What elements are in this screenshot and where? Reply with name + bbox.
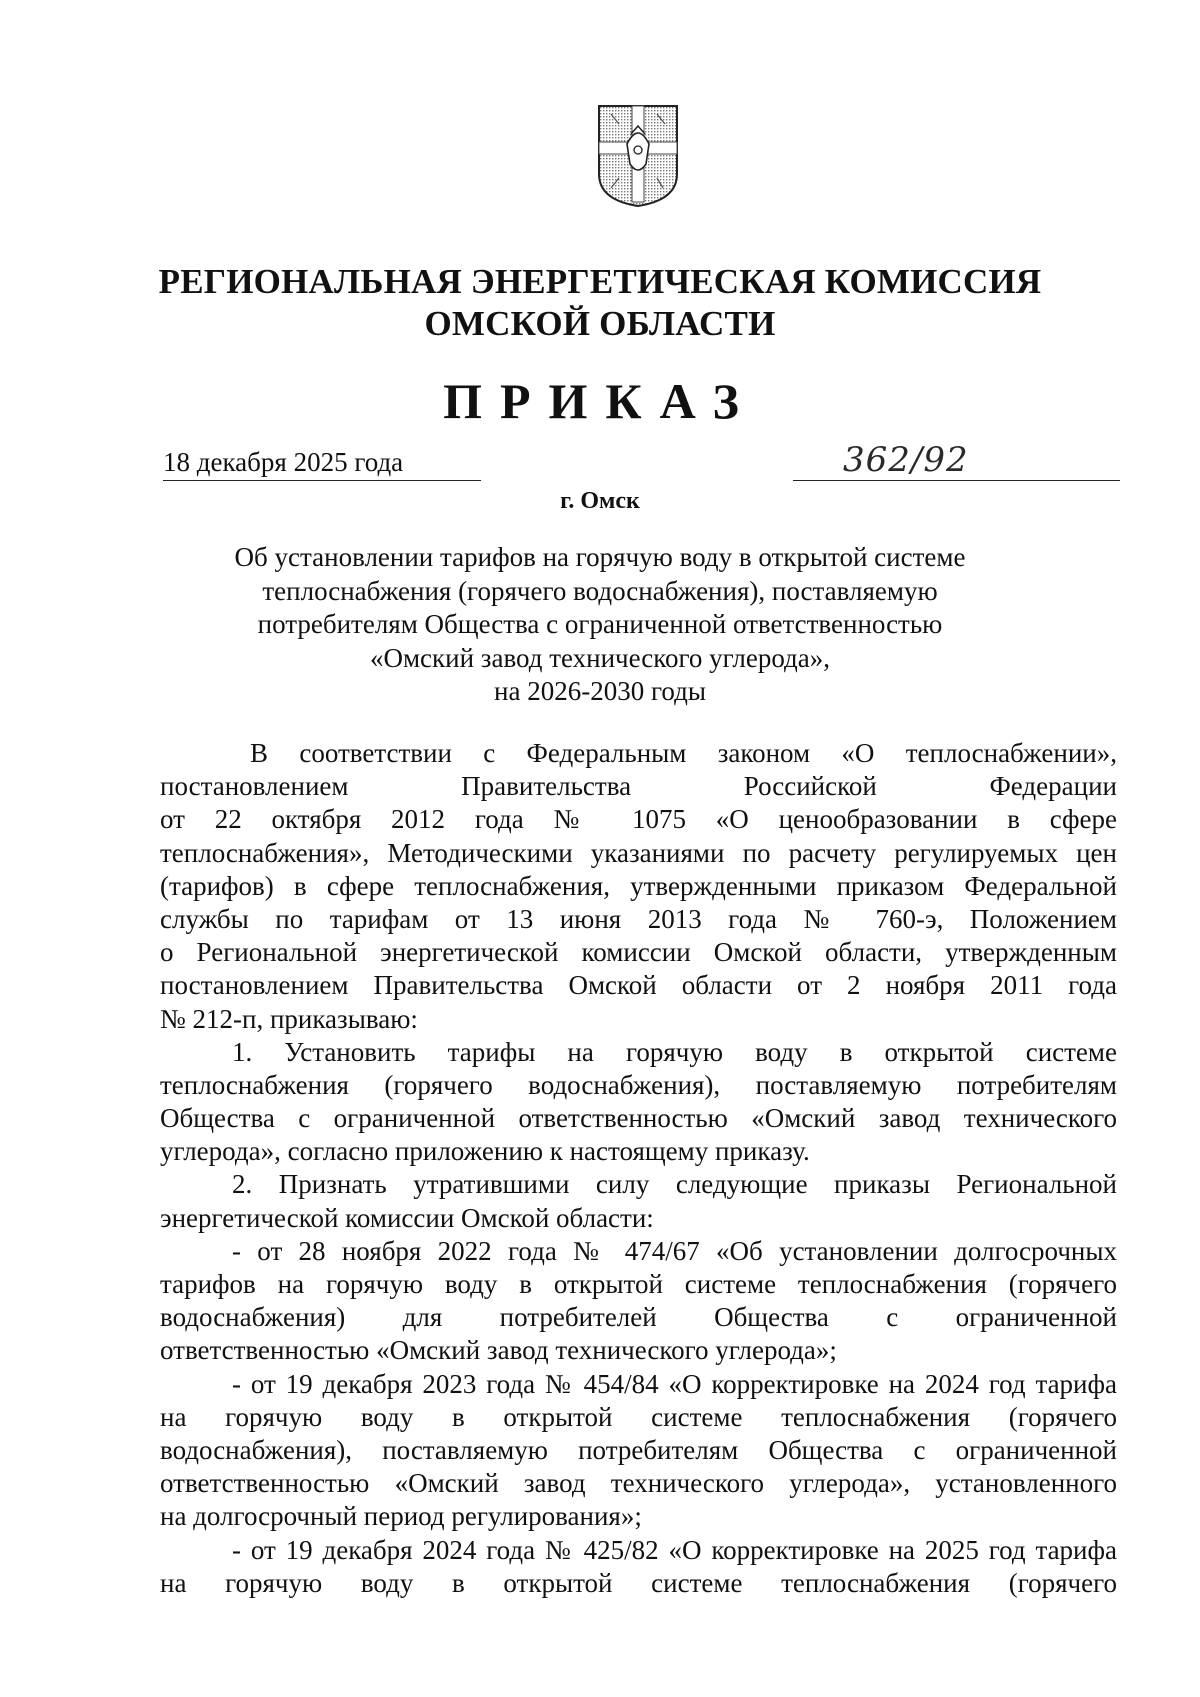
body-line: водоснабжения) для потребителей Общества с ограниченной: [160, 1302, 1117, 1333]
document-number-handwritten: 362/92: [843, 440, 969, 480]
body-line: - от 19 декабря 2024 года № 425/82 «О корректировке на 2025 год тарифа: [232, 1534, 1117, 1565]
body-line: ответственностью «Омский завод технического углерода»;: [160, 1335, 837, 1366]
body-line: на долгосрочный период регулирования»;: [160, 1501, 642, 1532]
coat-of-arms-emblem: [597, 104, 679, 208]
document-number-underline: [793, 480, 1120, 481]
body-line: № 212-п, приказываю:: [160, 1003, 418, 1034]
body-line: углерода», согласно приложению к настоящему приказу.: [160, 1136, 810, 1167]
document-date: 18 декабря 2025 года: [163, 446, 481, 481]
body-line: 2. Признать утратившими силу следующие приказы Региональной: [232, 1169, 1117, 1200]
body-line: службы по тарифам от 13 июня 2013 года № 760-э, Положением: [160, 903, 1117, 934]
body-line: теплоснабжения (горячего водоснабжения), поставляемую потребителям: [160, 1069, 1117, 1100]
document-type-title: ПРИКАЗ: [443, 373, 757, 429]
body-line: водоснабжения), поставляемую потребителям Общества с ограниченной: [160, 1434, 1117, 1465]
body-line: от 22 октября 2012 года № 1075 «О ценообразовании в сфере: [160, 804, 1117, 835]
body-line: - от 28 ноября 2022 года № 474/67 «Об установлении долгосрочных: [232, 1235, 1117, 1266]
body-line: энергетической комиссии Омской области:: [160, 1202, 654, 1233]
subject-line: на 2026-2030 годы: [494, 676, 706, 706]
body-line: тарифов на горячую воду в открытой системе теплоснабжения (горячего: [160, 1269, 1117, 1299]
body-line: постановлением Правительства Омской области от 2 ноября 2011 года: [160, 970, 1117, 1001]
body-line: на горячую воду в открытой системе теплоснабжения (горячего: [160, 1567, 1117, 1598]
organization-name-line1: РЕГИОНАЛЬНАЯ ЭНЕРГЕТИЧЕСКАЯ КОМИССИЯ: [158, 262, 1042, 301]
body-line: В соответствии с Федеральным законом «О теплоснабжении»,: [250, 738, 1117, 768]
document-city: г. Омск: [560, 488, 640, 514]
body-line: теплоснабжения», Методическими указаниями по расчету регулируемых цен: [160, 837, 1117, 868]
subject-line: «Омский завод технического углерода»,: [369, 642, 831, 673]
document-body: [160, 737, 1117, 1600]
body-line: ответственностью «Омский завод технического углерода», установленного: [160, 1468, 1117, 1499]
body-line: Общества с ограниченной ответственностью «Омский завод технического: [160, 1103, 1117, 1134]
document-subject: [150, 541, 1050, 709]
subject-line: Об установлении тарифов на горячую воду в открытой системе: [234, 542, 966, 572]
body-line: постановлением Правительства Российской Федерации: [160, 771, 1117, 802]
subject-line: теплоснабжения (горячего водоснабжения), поставляемую: [262, 575, 938, 606]
subject-line: потребителям Общества с ограниченной ответственностью: [257, 609, 943, 639]
body-line: о Региональной энергетической комиссии Омской области, утвержденным: [160, 937, 1117, 968]
body-line: - от 19 декабря 2023 года № 454/84 «О корректировке на 2024 год тарифа: [232, 1368, 1117, 1399]
body-line: 1. Установить тарифы на горячую воду в открытой системе: [232, 1036, 1117, 1067]
organization-name-line2: ОМСКОЙ ОБЛАСТИ: [424, 304, 776, 343]
body-line: (тарифов) в сфере теплоснабжения, утвержденными приказом Федеральной: [160, 870, 1117, 901]
body-line: на горячую воду в открытой системе теплоснабжения (горячего: [160, 1401, 1117, 1432]
